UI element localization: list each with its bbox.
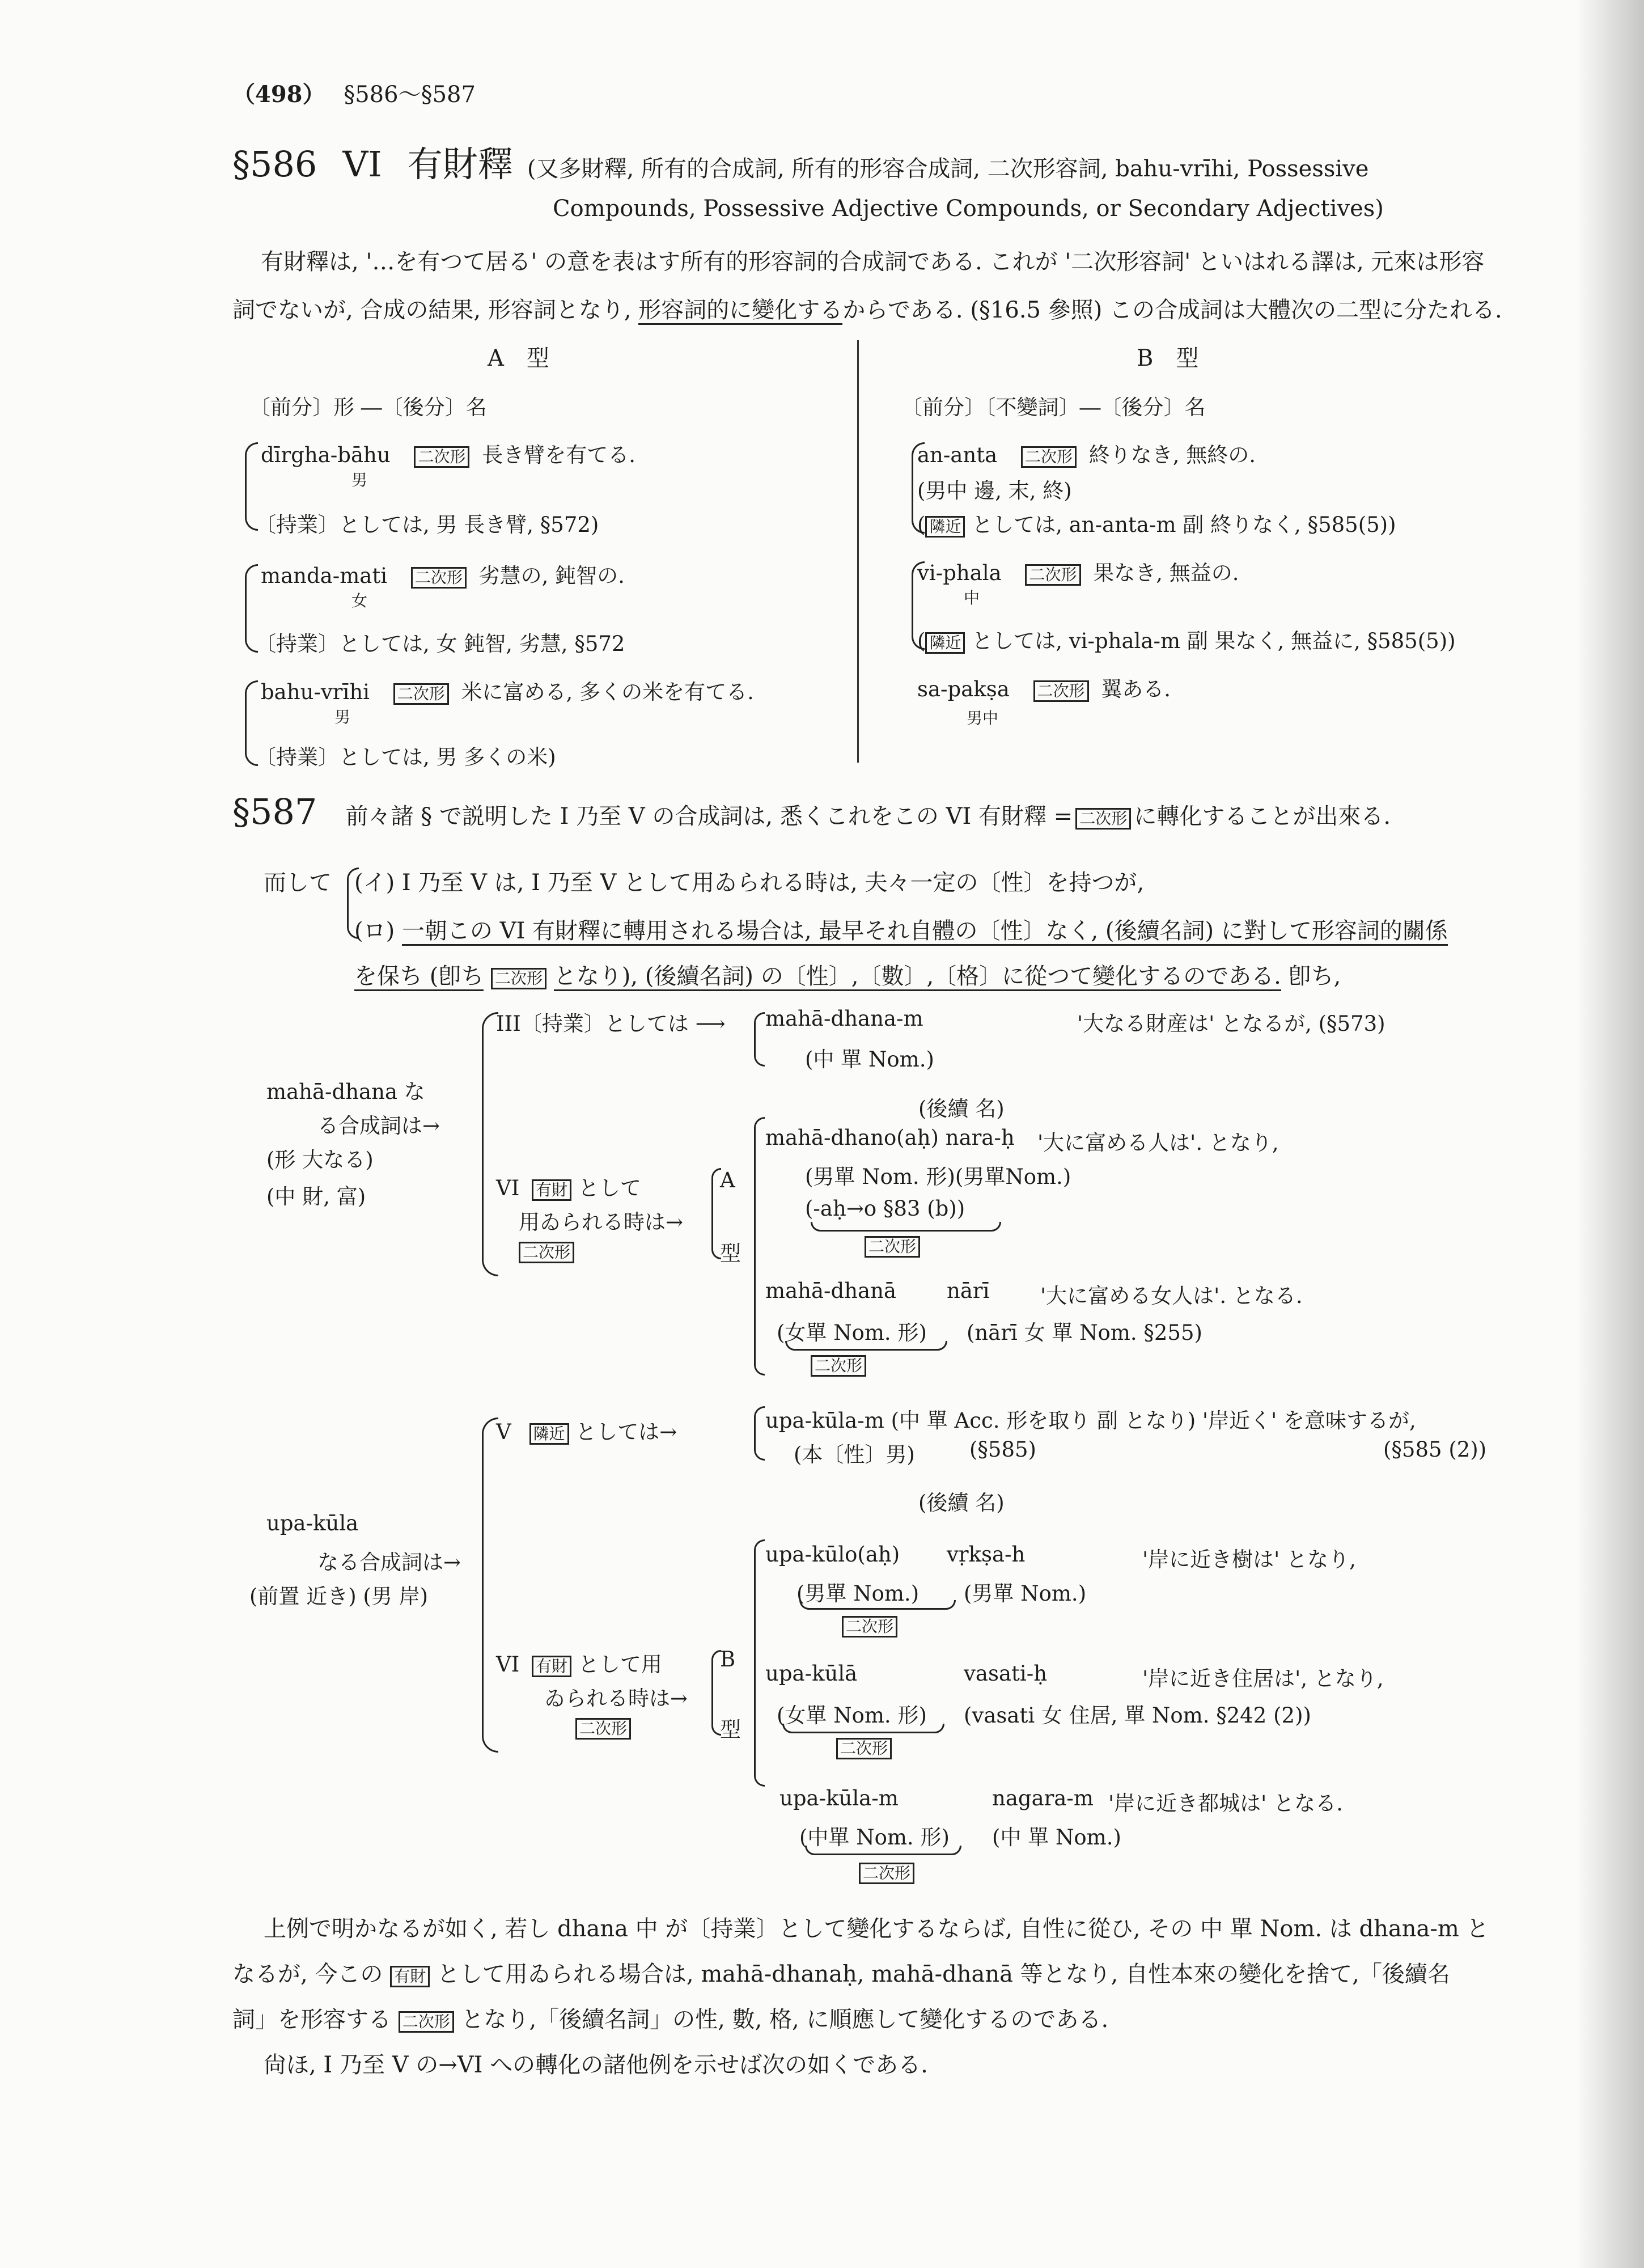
note: としては, an-anta-m 副 終りなく, §585(5)) bbox=[972, 513, 1396, 537]
d2-left-2: なる合成詞は→ bbox=[317, 1550, 461, 1575]
section-aliases-cont: Compounds, Possessive Adjective Compounds, or Secondary Adjectives) bbox=[553, 196, 1384, 222]
closing-line3 bbox=[232, 2002, 1108, 2034]
section-aliases: (又多財釋, 所有的合成詞, 所有的形容合成詞, 二次形容詞, bahu-vrīhi, Possessive bbox=[527, 156, 1369, 182]
tag-box: 隣近 bbox=[925, 516, 965, 538]
type-a-formula: 〔前分〕形 ―〔後分〕名 bbox=[249, 395, 487, 420]
brace bbox=[754, 1012, 765, 1067]
column-divider bbox=[857, 340, 859, 763]
para-text: となり,「後續名詞」の性, 數, 格, に順應して變化するのである. bbox=[461, 2007, 1109, 2033]
meaning: 米に富める, 多くの米を有てる. bbox=[461, 680, 754, 704]
gender-mark: 女 bbox=[351, 591, 368, 610]
gender-mark: 男 bbox=[334, 708, 351, 726]
sanskrit-word: an-anta bbox=[917, 443, 998, 467]
section-586-heading bbox=[232, 136, 1368, 187]
under-brace bbox=[799, 1600, 956, 1610]
point-i: (イ) I 乃至 V は, I 乃至 V として用ゐられる時は, 夫々一定の〔性〕を持つが, bbox=[354, 870, 1145, 896]
section-title: 有財釋 bbox=[407, 143, 513, 185]
tag-box: 二次形 bbox=[811, 1355, 866, 1377]
point-label: (ロ) bbox=[354, 918, 395, 944]
meaning: 劣慧の, 鈍智の. bbox=[478, 564, 625, 588]
page-header bbox=[232, 77, 476, 109]
type-b-heading: B 型 bbox=[1137, 345, 1199, 371]
tag-box: 有財 bbox=[390, 1966, 430, 1987]
d2-r2-noun: vasati-ḥ bbox=[964, 1661, 1048, 1686]
type-label: B bbox=[720, 1647, 736, 1672]
gender-mark: 中 bbox=[964, 589, 980, 607]
d2-left-1: upa-kūla bbox=[266, 1511, 359, 1535]
gender-mark: 男中 bbox=[967, 709, 999, 727]
tag-box: 二次形 bbox=[411, 567, 467, 589]
tag-box: 二次形 bbox=[1075, 808, 1131, 830]
d1-left-4: (中 財, 富) bbox=[266, 1184, 366, 1209]
tag-box: 二次形 bbox=[414, 446, 469, 468]
d1-b3-meaning: '大なる財産は' となるが, (§573) bbox=[1077, 1012, 1385, 1036]
meaning: 翼ある. bbox=[1101, 677, 1171, 701]
type-b-sub-1: (男中 邊, 末, 終) bbox=[917, 479, 1072, 503]
closing-line4: 尙ほ, I 乃至 V の→VI への轉化の諸他例を示せば次の如くである. bbox=[264, 2052, 928, 2078]
d1-branch-vi-cont: 用ゐられる時は→ bbox=[519, 1210, 684, 1234]
d1-r1-rule: (-aḥ→o §83 (b)) bbox=[805, 1196, 965, 1221]
under-brace bbox=[782, 1724, 944, 1733]
d2-r1-meaning: '岸に近き樹は' となり, bbox=[1142, 1547, 1356, 1572]
sanskrit-word: bahu-vrīhi bbox=[261, 680, 370, 704]
under-brace bbox=[785, 1341, 947, 1351]
d1-r1-word: mahā-dhano(aḥ) nara-ḥ bbox=[765, 1125, 1015, 1150]
d2-r3-meaning: '岸に近き都城は' となる. bbox=[1108, 1791, 1343, 1816]
d2-r1-noun: vṛkṣa-h bbox=[947, 1542, 1026, 1567]
intro-text: に轉化することが出來る. bbox=[1134, 803, 1391, 830]
tag-box: 隣近 bbox=[529, 1423, 569, 1445]
tag-box-wrapper bbox=[865, 1236, 920, 1258]
tag-box: 有財 bbox=[532, 1179, 571, 1201]
para-text: 詞」を形容する bbox=[232, 2007, 391, 2033]
point-ro-cont bbox=[354, 958, 1341, 991]
brace bbox=[754, 1406, 765, 1461]
d2-branch-vi bbox=[496, 1647, 662, 1678]
roman: V bbox=[496, 1420, 511, 1444]
page-edge-shadow bbox=[1576, 0, 1644, 2268]
d1-follow: (後續 名) bbox=[918, 1097, 1005, 1121]
type-a-note-3: 〔持業〕としては, 男 多くの米) bbox=[255, 745, 556, 769]
type-a-note-2: 〔持業〕としては, 女 鈍智, 劣慧, §572 bbox=[255, 632, 625, 656]
d2-r2-meaning: '岸に近き住居は', となり, bbox=[1142, 1666, 1384, 1691]
tag-box-wrapper bbox=[811, 1355, 866, 1377]
type-b-example-1 bbox=[917, 438, 1256, 468]
meaning: 終りなき, 無終の. bbox=[1088, 443, 1256, 467]
d2-follow: (後續 名) bbox=[918, 1491, 1005, 1515]
closing-line1: 上例で明かなるが如く, 若し dhana 中 が〔持業〕として變化するならば, 自性に從ひ, その 中 單 Nom. は dhana-m と bbox=[264, 1916, 1489, 1942]
point-ro bbox=[354, 913, 1448, 945]
and-label: 而して bbox=[264, 870, 332, 896]
para-586-line1: 有財釋は, '…を有つて居る' の意を表はす所有的形容詞的合成詞である. これが '二次形容詞' といはれる譯は, 元來は形容 bbox=[261, 249, 1485, 275]
type-label: 型 bbox=[720, 1241, 741, 1266]
d1-b3-gloss: (中 單 Nom.) bbox=[805, 1047, 934, 1072]
tag-box: 二次形 bbox=[859, 1863, 914, 1884]
tag-box-wrapper bbox=[859, 1863, 914, 1884]
d1-r2-noun: nārī bbox=[947, 1279, 990, 1303]
d1-r2-gloss2: (nārī 女 單 Nom. §255) bbox=[967, 1321, 1202, 1345]
d1-left-1: mahā-dhana な bbox=[266, 1080, 425, 1104]
tag-box: 二次形 bbox=[491, 968, 546, 989]
d2-b5-ref1: (§585) bbox=[969, 1437, 1036, 1462]
tag-box: 二次形 bbox=[1025, 564, 1081, 586]
under-brace bbox=[805, 1846, 961, 1855]
brace bbox=[754, 1117, 765, 1376]
para-586-line2 bbox=[232, 292, 1502, 324]
d1-r2-meaning: '大に富める女人は'. となる. bbox=[1040, 1284, 1303, 1308]
brace bbox=[754, 1539, 765, 1787]
para-text: 卽ち, bbox=[1288, 963, 1341, 989]
d2-b5-sub: (本〔性〕男) bbox=[794, 1442, 915, 1467]
tag-box: 二次形 bbox=[842, 1616, 897, 1637]
d1-r1-gloss: (男單 Nom. 形)(男單Nom.) bbox=[805, 1165, 1071, 1189]
meaning: 長き臂を有てる. bbox=[482, 443, 635, 467]
note: としては, vi-phala-m 副 果なく, 無益に, §585(5)) bbox=[972, 629, 1456, 653]
d1-r2-word: mahā-dhanā bbox=[765, 1279, 896, 1303]
sanskrit-word: vi-phala bbox=[917, 561, 1002, 585]
tag-box: 二次形 bbox=[399, 2011, 454, 2033]
section-number: §587 bbox=[232, 791, 317, 832]
d2-b5-ref2: (§585 (2)) bbox=[1383, 1437, 1487, 1462]
underlined-text: 一朝この VI 有財釋に轉用される場合は, 最早それ自體の〔性〕なく, (後續名詞) に對して形容詞的關係 bbox=[402, 918, 1448, 946]
intro-text: 前々諸 § で説明した I 乃至 V の合成詞は, 悉くこれをこの VI 有財釋 = bbox=[345, 803, 1073, 830]
tag-box: 有財 bbox=[532, 1656, 571, 1677]
section-587-heading bbox=[232, 791, 1391, 832]
underlined-text: となり), (後續名詞) の〔性〕,〔數〕,〔格〕に從つて變化するのである. bbox=[554, 963, 1281, 991]
d1-main-brace bbox=[482, 1012, 498, 1276]
tag-box: 隣近 bbox=[925, 632, 965, 654]
d2-r2-word: upa-kūlā bbox=[765, 1661, 858, 1686]
d1-branch-vi bbox=[496, 1171, 641, 1201]
d2-b5-word: upa-kūla-m (中 單 Acc. 形を取り 副 となり) '岸近く' を意味するが, bbox=[765, 1408, 1416, 1433]
d2-branch-vi-cont: ゐられる時は→ bbox=[544, 1686, 688, 1711]
d2-r1-gloss2: (男單 Nom.) bbox=[964, 1581, 1087, 1606]
meaning: 果なき, 無益の. bbox=[1093, 561, 1239, 585]
type-b-note-2: ( 隣近 としては, vi-phala-m 副 果なく, 無益に, §585(5)) bbox=[917, 629, 1456, 653]
tag-box: 二次形 bbox=[519, 1242, 574, 1263]
d1-branch-iii: III〔持業〕としては ⟶ bbox=[496, 1012, 726, 1036]
type-b-note-1: ( 隣近 としては, an-anta-m 副 終りなく, §585(5)) bbox=[917, 513, 1396, 537]
tag-box-wrapper bbox=[836, 1738, 892, 1759]
tag-box: 二次形 bbox=[865, 1236, 920, 1258]
sanskrit-word: manda-mati bbox=[261, 564, 388, 588]
page-number: （498） bbox=[232, 81, 325, 108]
sanskrit-word: sa-pakṣa bbox=[917, 677, 1010, 701]
d1-b3-word: mahā-dhana-m bbox=[765, 1006, 923, 1031]
d2-branch-v bbox=[496, 1415, 677, 1445]
tag-box: 二次形 bbox=[1033, 680, 1089, 702]
tag-box-wrapper bbox=[519, 1242, 574, 1263]
d2-main-brace bbox=[482, 1417, 498, 1753]
type-label: A bbox=[720, 1168, 735, 1192]
d2-r1-word: upa-kūlo(aḥ) bbox=[765, 1542, 900, 1567]
d2-r1-gloss: (男單 Nom.) bbox=[796, 1581, 920, 1606]
roman: VI bbox=[496, 1176, 520, 1200]
gender-mark: 男 bbox=[351, 471, 368, 489]
type-label: 型 bbox=[720, 1717, 741, 1742]
tag-box: 二次形 bbox=[393, 683, 449, 705]
under-brace bbox=[811, 1222, 1001, 1232]
d1-left-3: (形 大なる) bbox=[266, 1148, 374, 1172]
underlined-text: 形容詞的に變化する bbox=[638, 297, 842, 325]
closing-line2 bbox=[232, 1956, 1450, 1988]
tag-box: 二次形 bbox=[1021, 446, 1077, 468]
para-text: からである. (§16.5 參照) この合成詞は大體次の二型に分たれる. bbox=[842, 297, 1502, 323]
tag-box: 二次形 bbox=[575, 1718, 631, 1740]
d1-left-2: る合成詞は→ bbox=[317, 1114, 440, 1138]
para-text: なるが, 今この bbox=[232, 1961, 383, 1987]
d2-left-3: (前置 近き) (男 岸) bbox=[249, 1584, 429, 1609]
section-range: §586〜§587 bbox=[344, 82, 476, 108]
type-b-formula: 〔前分〕〔不變詞〕―〔後分〕名 bbox=[901, 395, 1206, 420]
d2-r3-gloss: (中單 Nom. 形) bbox=[799, 1825, 950, 1850]
tag-box-wrapper bbox=[575, 1718, 631, 1740]
section-roman: VI bbox=[342, 143, 382, 185]
d2-r3-word: upa-kūla-m bbox=[779, 1786, 899, 1810]
type-a-example-1 bbox=[261, 438, 635, 468]
underlined-text: を保ち (卽ち bbox=[354, 963, 484, 991]
para-text: 詞でないが, 合成の結果, 形容詞となり, bbox=[232, 297, 639, 323]
roman: VI bbox=[496, 1652, 520, 1677]
d2-r2-gloss: (女單 Nom. 形) bbox=[777, 1703, 927, 1728]
tag-box-wrapper bbox=[842, 1616, 897, 1637]
type-b-example-2 bbox=[917, 556, 1239, 586]
d2-r3-noun: nagara-m bbox=[992, 1786, 1094, 1810]
type-a-note-1: 〔持業〕としては, 男 長き臂, §572) bbox=[255, 513, 599, 537]
para-text: として用ゐられる場合は, mahā-dhanaḥ, mahā-dhanā 等となり, 自性本來の變化を捨て,「後續名 bbox=[437, 1961, 1450, 1987]
d2-r2-gloss2: (vasati 女 住居, 單 Nom. §242 (2)) bbox=[964, 1703, 1311, 1728]
label: として用 bbox=[578, 1652, 662, 1677]
type-b-example-3 bbox=[917, 672, 1171, 703]
d2-r3-gloss2: (中 單 Nom.) bbox=[992, 1825, 1121, 1850]
tag-box: 二次形 bbox=[836, 1738, 892, 1759]
label: としては→ bbox=[575, 1420, 677, 1444]
d1-r2-gloss: (女單 Nom. 形) bbox=[777, 1321, 927, 1345]
label: として bbox=[578, 1176, 641, 1200]
d1-r1-meaning: '大に富める人は'. となり, bbox=[1037, 1131, 1279, 1155]
section-number: §586 bbox=[232, 143, 317, 185]
sanskrit-word: dīrgha-bāhu bbox=[261, 443, 391, 467]
type-a-example-3 bbox=[261, 675, 754, 705]
type-a-heading: A 型 bbox=[488, 345, 549, 371]
type-a-example-2 bbox=[261, 558, 625, 589]
